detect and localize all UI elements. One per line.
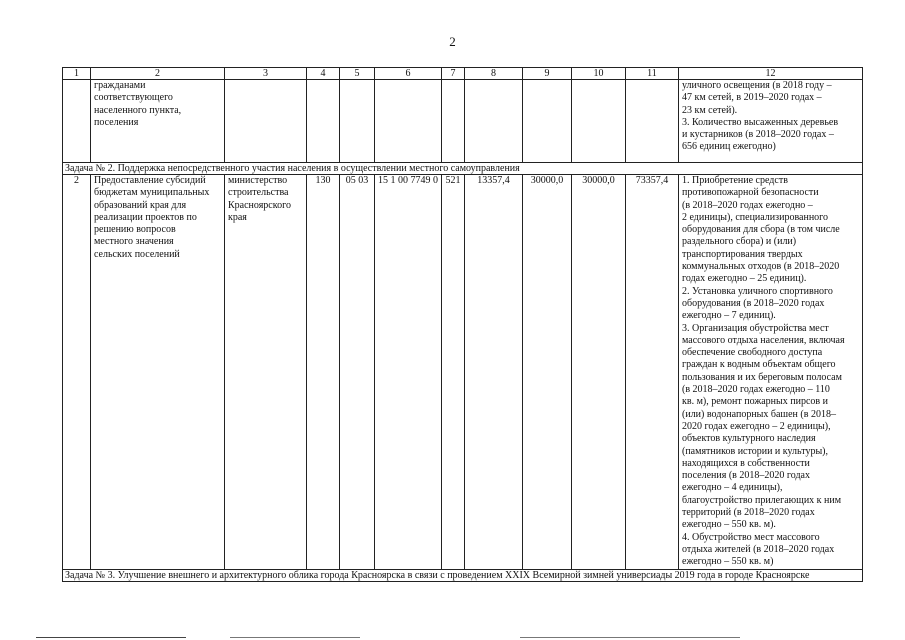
text-line: коммунальных отходов (в 2018–2020 <box>682 261 840 273</box>
header-cell: 2 <box>91 68 225 80</box>
text-line: Предоставление субсидий <box>94 175 206 186</box>
text-line: соответствующего <box>94 92 173 104</box>
text-line: обеспечение свободного доступа <box>682 347 823 359</box>
amount-total-cell: 73357,4 <box>626 175 679 570</box>
text-line: гражданами <box>94 80 146 91</box>
vr-cell: 521 <box>442 175 465 570</box>
text-line: 3. Количество высаженных деревьев <box>682 116 839 128</box>
program-table <box>62 67 863 582</box>
text-line: граждан к водным объектам общего <box>682 359 836 371</box>
amount-2019-cell: 30000,0 <box>523 175 572 570</box>
expected-result-cell <box>679 175 863 570</box>
text-line: ежегодно – 4 единицы), <box>682 482 783 494</box>
header-cell: 7 <box>442 68 465 80</box>
page-edge-line <box>36 637 186 638</box>
text-line: поселения <box>94 116 139 128</box>
csr-cell: 15 1 00 7749 0 <box>375 175 442 570</box>
text-line: благоустройство прилегающих к ним <box>682 494 842 506</box>
text-line: 47 км сетей, в 2019–2020 годах – <box>682 92 822 104</box>
header-row <box>63 68 863 80</box>
text-line: края <box>228 211 247 223</box>
page-edge-line <box>520 637 740 638</box>
text-line: министерство <box>228 175 288 186</box>
measure-name-cell <box>91 175 225 570</box>
text-line: населенного пункта, <box>94 104 182 116</box>
header-cell: 1 <box>63 68 91 80</box>
text-line: (в 2018–2020 годах ежегодно – <box>682 199 813 211</box>
text-line: противопожарной безопасности <box>682 187 819 199</box>
header-cell: 10 <box>572 68 626 80</box>
text-line: 656 единиц ежегодно) <box>682 141 776 153</box>
text-line: отдыха жителей (в 2018–2020 годах <box>682 543 835 555</box>
text-line: кв. м), ремонт пожарных пирсов и <box>682 396 828 408</box>
text-line: бюджетам муниципальных <box>94 187 210 199</box>
text-line: 2. Установка уличного спортивного <box>682 285 833 297</box>
text-line: и кустарников (в 2018–2020 годах – <box>682 129 834 141</box>
text-line: ежегодно – 550 кв. м). <box>682 519 776 531</box>
header-cell: 4 <box>307 68 340 80</box>
header-cell: 5 <box>340 68 375 80</box>
text-line: образований края для <box>94 199 187 211</box>
row-number: 2 <box>63 175 91 570</box>
text-line: (или) водонапорных башен (в 2018– <box>682 408 836 420</box>
amount-2020-cell: 30000,0 <box>572 175 626 570</box>
text-line: ежегодно – 7 единиц). <box>682 310 776 322</box>
page-number: 2 <box>449 34 456 49</box>
continuation-name-cell <box>91 80 225 163</box>
header-cell: 11 <box>626 68 679 80</box>
text-line: оборудования для сбора (в том числе <box>682 224 840 236</box>
rzpr-cell: 05 03 <box>340 175 375 570</box>
text-line: решению вопросов <box>94 224 176 236</box>
text-line: территорий (в 2018–2020 годах <box>682 507 815 519</box>
header-cell: 6 <box>375 68 442 80</box>
text-line: уличного освещения (в 2018 году – <box>682 80 832 91</box>
header-cell: 9 <box>523 68 572 80</box>
task-2-heading: Задача № 2. Поддержка непосредственного участия населения в осуществлении местного самоуправления <box>63 163 863 175</box>
text-line: годах ежегодно – 25 единиц). <box>682 273 807 285</box>
text-line: транспортирования твердых <box>682 248 803 260</box>
task-3-heading: Задача № 3. Улучшение внешнего и архитектурного облика города Красноярска в связи с проведением XXIX Всемирной зимней универсиады 2019 года в городе Красноярске <box>63 569 863 581</box>
text-line: 23 км сетей). <box>682 104 738 116</box>
text-line: объектов культурного наследия <box>682 433 816 445</box>
text-line: раздельного сбора) и (или) <box>682 236 797 248</box>
text-line: оборудования (в 2018–2020 годах <box>682 297 825 309</box>
task-row <box>63 163 863 175</box>
text-line: поселения (в 2018–2020 годах <box>682 470 810 482</box>
text-line: (памятников истории и культуры), <box>682 445 829 457</box>
continuation-row <box>63 80 863 163</box>
amount-2018-cell: 13357,4 <box>465 175 523 570</box>
header-cell: 12 <box>679 68 863 80</box>
text-line: ежегодно – 550 кв. м) <box>682 556 774 568</box>
header-cell: 3 <box>225 68 307 80</box>
text-line: находящихся в собственности <box>682 457 810 469</box>
text-line: 3. Организация обустройства мест <box>682 322 829 334</box>
text-line: реализации проектов по <box>94 211 197 223</box>
grbs-cell: 130 <box>307 175 340 570</box>
text-line: сельских поселений <box>94 248 180 260</box>
continuation-result-cell <box>679 80 863 163</box>
text-line: 4. Обустройство мест массового <box>682 531 820 543</box>
text-line: местного значения <box>94 236 174 248</box>
text-line: 2 единицы), специализированного <box>682 211 829 223</box>
text-line: строительства <box>228 187 289 199</box>
text-line: (в 2018–2020 годах ежегодно – 110 <box>682 384 830 396</box>
text-line: Красноярского <box>228 199 291 211</box>
text-line: 2020 годах ежегодно – 2 единицы), <box>682 420 831 432</box>
task-row <box>63 569 863 581</box>
page-edge-line <box>230 637 360 638</box>
table-row <box>63 175 863 570</box>
header-cell: 8 <box>465 68 523 80</box>
text-line: 1. Приобретение средств <box>682 175 788 186</box>
text-line: массового отдыха населения, включая <box>682 334 845 346</box>
executor-cell <box>225 175 307 570</box>
text-line: пользования и их береговым полосам <box>682 371 842 383</box>
